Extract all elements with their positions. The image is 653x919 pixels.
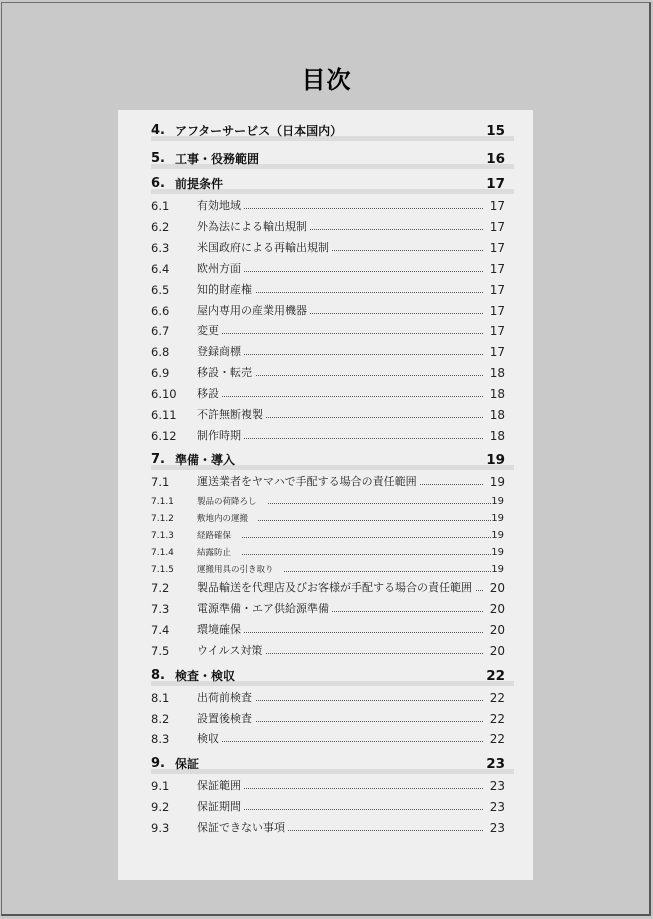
toc-entry-page-number: 23 xyxy=(487,777,505,795)
toc-entry-label[interactable]: 保証範囲 xyxy=(197,777,244,795)
toc-entry-page-number: 17 xyxy=(487,260,505,278)
dot-leader xyxy=(197,333,483,334)
toc-entry-page-number: 19 xyxy=(486,452,505,468)
toc-entry-number: 7.1.5 xyxy=(151,565,174,575)
toc-entry-number: 7.2 xyxy=(151,581,170,595)
toc-entry-number: 7.4 xyxy=(151,623,170,637)
toc-entry-page-number: 17 xyxy=(487,322,505,340)
toc-entry-label[interactable]: 知的財産権 xyxy=(197,281,255,299)
toc-entry-label[interactable]: 製品の荷降ろし xyxy=(197,493,267,511)
toc-entry[interactable] xyxy=(118,493,533,511)
toc-entry-number: 7.1.2 xyxy=(151,514,174,524)
toc-entry-page-number: 19 xyxy=(491,544,504,562)
toc-entry[interactable] xyxy=(118,197,533,215)
toc-entry-label[interactable]: 出荷前検査 xyxy=(197,689,255,707)
toc-entry-number: 6.10 xyxy=(151,387,177,401)
toc-entry[interactable] xyxy=(118,427,533,445)
toc-entry-number: 6.7 xyxy=(151,324,170,338)
toc-entry-label[interactable]: 検査・検収 xyxy=(175,669,236,683)
toc-entry-number: 9.3 xyxy=(151,821,170,835)
toc-entry-label[interactable]: 米国政府による再輸出規制 xyxy=(197,239,332,257)
toc-entry-number: 7.1.3 xyxy=(151,531,174,541)
toc-entry-page-number: 23 xyxy=(486,756,505,772)
toc-entry-number: 6.4 xyxy=(151,262,170,276)
toc-entry-number: 7.5 xyxy=(151,644,170,658)
toc-entry[interactable] xyxy=(118,527,533,545)
toc-entry-number: 6. xyxy=(151,176,165,191)
toc-entry[interactable] xyxy=(118,798,533,816)
toc-entry-label[interactable]: 制作時期 xyxy=(197,427,244,445)
toc-heading-entry[interactable] xyxy=(118,755,533,777)
toc-entry-number: 6.3 xyxy=(151,241,170,255)
heading-underline-bar xyxy=(151,769,514,774)
toc-entry-page-number: 20 xyxy=(487,600,505,618)
toc-entry-label[interactable]: 登録商標 xyxy=(197,343,244,361)
toc-heading-entry[interactable] xyxy=(118,175,533,197)
toc-entry-number: 7.3 xyxy=(151,602,170,616)
toc-entry[interactable] xyxy=(118,777,533,795)
toc-entry-label[interactable]: 有効地域 xyxy=(197,197,244,215)
dot-leader xyxy=(208,537,491,538)
toc-entry-page-number: 20 xyxy=(487,579,505,597)
toc-entry-label[interactable]: 不許無断複製 xyxy=(197,406,266,424)
toc-entry[interactable] xyxy=(118,819,533,837)
toc-entry[interactable] xyxy=(118,239,533,257)
toc-entry-number: 8. xyxy=(151,668,165,683)
toc-entry[interactable] xyxy=(118,600,533,618)
toc-entry-page-number: 17 xyxy=(487,197,505,215)
toc-entry-label[interactable]: 工事・役務範囲 xyxy=(175,152,260,166)
toc-entry-number: 7.1 xyxy=(151,475,170,489)
toc-entry-label[interactable]: 電源準備・エア供給源準備 xyxy=(197,600,332,618)
toc-entry-page-number: 17 xyxy=(487,281,505,299)
toc-entry[interactable] xyxy=(118,544,533,562)
toc-entry-page-number: 17 xyxy=(487,302,505,320)
toc-entry-page-number: 17 xyxy=(486,176,505,192)
dot-leader xyxy=(197,741,483,742)
toc-entry[interactable] xyxy=(118,406,533,424)
toc-entry-label[interactable]: 欧州方面 xyxy=(197,260,244,278)
toc-entry[interactable] xyxy=(118,364,533,382)
toc-entry-page-number: 22 xyxy=(487,730,505,748)
toc-entry-label[interactable]: 敷地内の運搬 xyxy=(197,510,258,528)
toc-entry[interactable] xyxy=(118,579,533,597)
toc-entry-page-number: 22 xyxy=(487,710,505,728)
toc-entry[interactable] xyxy=(118,322,533,340)
toc-entry-number: 8.1 xyxy=(151,691,170,705)
toc-entry-page-number: 15 xyxy=(486,123,505,139)
dot-leader xyxy=(197,396,483,397)
toc-entry-label[interactable]: 前提条件 xyxy=(175,177,224,191)
toc-heading-entry[interactable] xyxy=(118,667,533,689)
toc-entry-number: 9.2 xyxy=(151,800,170,814)
toc-entry[interactable] xyxy=(118,689,533,707)
toc-entry-page-number: 18 xyxy=(487,406,505,424)
toc-entry-page-number: 20 xyxy=(487,621,505,639)
toc-entry[interactable] xyxy=(118,281,533,299)
toc-entry-page-number: 23 xyxy=(487,798,505,816)
toc-entry-label[interactable]: 保証 xyxy=(175,757,200,771)
toc-entry-label[interactable]: 外為法による輸出規制 xyxy=(197,218,310,236)
toc-heading-entry[interactable] xyxy=(118,150,533,172)
toc-entry-label[interactable]: 保証期間 xyxy=(197,798,244,816)
toc-entry-page-number: 17 xyxy=(487,239,505,257)
toc-entry[interactable] xyxy=(118,621,533,639)
toc-entry[interactable] xyxy=(118,510,533,528)
toc-entry[interactable] xyxy=(118,385,533,403)
toc-entry-page-number: 18 xyxy=(487,427,505,445)
toc-entry-page-number: 19 xyxy=(491,527,504,545)
toc-entry-label[interactable]: 準備・導入 xyxy=(175,453,236,467)
toc-entry-page-number: 23 xyxy=(487,819,505,837)
toc-title: 目次 xyxy=(301,66,352,94)
toc-entry-number: 6.5 xyxy=(151,283,170,297)
toc-entry[interactable] xyxy=(118,730,533,748)
toc-entry-number: 6.2 xyxy=(151,220,170,234)
toc-entry-label[interactable]: 変更 xyxy=(197,322,222,340)
toc-heading-entry[interactable] xyxy=(118,451,533,473)
toc-entry-number: 7.1.4 xyxy=(151,548,174,558)
toc-entry-page-number: 22 xyxy=(487,689,505,707)
toc-entry-number: 6.9 xyxy=(151,366,170,380)
toc-entry-number: 5. xyxy=(151,151,165,166)
toc-entry-page-number: 18 xyxy=(487,385,505,403)
document-page xyxy=(118,110,533,880)
toc-heading-entry[interactable] xyxy=(118,122,533,144)
toc-entry[interactable] xyxy=(118,561,533,579)
toc-entry-number: 6.11 xyxy=(151,408,177,422)
toc-entry-label[interactable]: 移設 xyxy=(197,385,222,403)
toc-entry-page-number: 22 xyxy=(486,668,505,684)
toc-entry-number: 6.6 xyxy=(151,304,170,318)
toc-entry[interactable] xyxy=(118,473,533,491)
toc-entry-number: 9.1 xyxy=(151,779,170,793)
toc-entry-number: 7. xyxy=(151,452,165,467)
toc-entry-page-number: 18 xyxy=(487,364,505,382)
toc-entry[interactable] xyxy=(118,218,533,236)
toc-entry-page-number: 20 xyxy=(487,642,505,660)
toc-entry-label[interactable]: 保証できない事項 xyxy=(197,819,288,837)
toc-entry-label[interactable]: アフターサービス（日本国内） xyxy=(175,124,343,138)
toc-entry-label[interactable]: 製品輸送を代理店及びお客様が手配する場合の責任範囲 xyxy=(197,579,475,597)
toc-entry-number: 9. xyxy=(151,756,165,771)
toc-entry-label[interactable]: 設置後検査 xyxy=(197,710,255,728)
toc-entry-label[interactable]: ウイルス対策 xyxy=(197,642,265,660)
toc-entry-number: 6.8 xyxy=(151,345,170,359)
toc-entry[interactable] xyxy=(118,642,533,660)
toc-entry-page-number: 17 xyxy=(487,218,505,236)
toc-entry-label[interactable]: 運搬用具の引き取り xyxy=(197,561,284,579)
toc-entry-number: 6.1 xyxy=(151,199,170,213)
toc-entry-number: 8.3 xyxy=(151,732,170,746)
toc-entry-number: 4. xyxy=(151,123,165,138)
toc-entry[interactable] xyxy=(118,710,533,728)
toc-entry-page-number: 17 xyxy=(487,343,505,361)
toc-entry-label[interactable]: 経路確保 xyxy=(197,527,241,545)
toc-entry-number: 7.1.1 xyxy=(151,497,174,507)
toc-entry-label[interactable]: 結露防止 xyxy=(197,544,241,562)
toc-entry-number: 6.12 xyxy=(151,429,177,443)
toc-entry-page-number: 16 xyxy=(486,151,505,167)
toc-entry-label[interactable]: 検収 xyxy=(197,730,222,748)
toc-entry[interactable] xyxy=(118,302,533,320)
toc-entry-number: 8.2 xyxy=(151,712,170,726)
toc-entry-page-number: 19 xyxy=(491,561,504,579)
dot-leader xyxy=(208,554,491,555)
toc-entry-label[interactable]: 屋内専用の産業用機器 xyxy=(197,302,310,320)
toc-entry[interactable] xyxy=(118,260,533,278)
toc-entry-label[interactable]: 移設・転売 xyxy=(197,364,255,382)
toc-entry-page-number: 19 xyxy=(491,510,504,528)
toc-entry-label[interactable]: 環境確保 xyxy=(197,621,244,639)
toc-entry-label[interactable]: 運送業者をヤマハで手配する場合の責任範囲 xyxy=(197,473,420,491)
toc-entry[interactable] xyxy=(118,343,533,361)
toc-entry-page-number: 19 xyxy=(487,473,505,491)
toc-entry-page-number: 19 xyxy=(491,493,504,511)
